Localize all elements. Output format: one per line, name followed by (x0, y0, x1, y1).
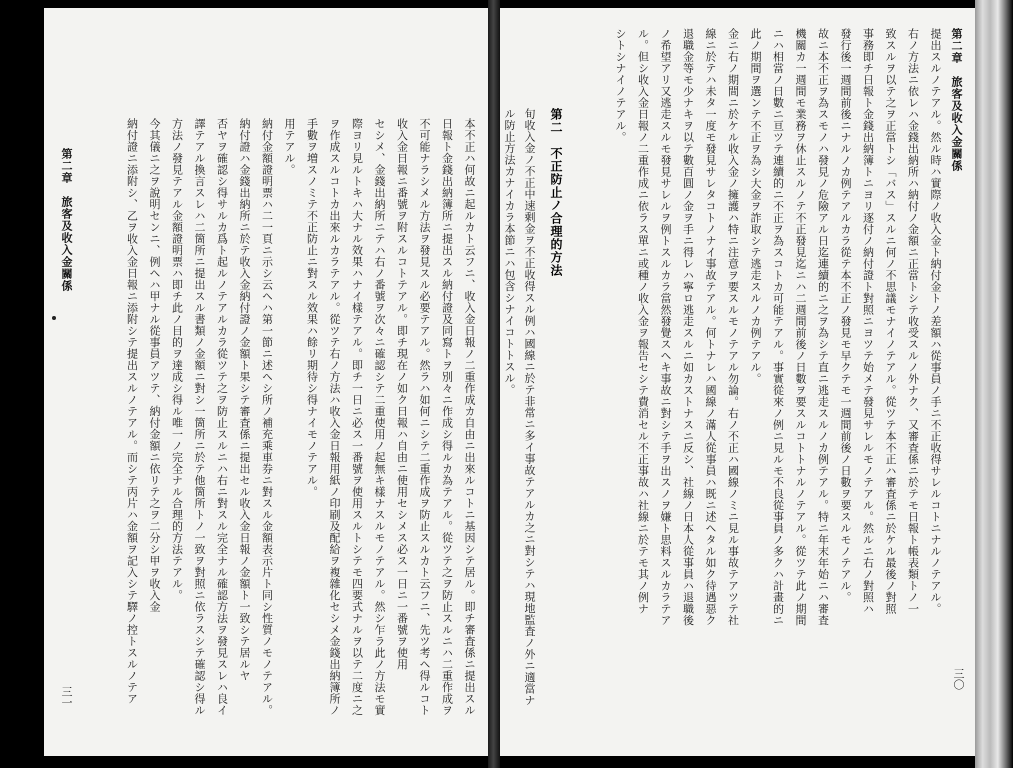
text-column: 故ニ本不正ヲ為スモノハ發見ノ危險アル日迄連續的ニ之ヲ為シテ直ニ逃走スルノカ例テアル。特ニ年末年始ニハ審査 (816, 28, 830, 626)
text-column: 際ヨリ見ルトキハ大ナル效果ハナイ樣テアル。即チ一日ニ必ス一番號ヲ使用スルトシテモ四要式ナルヲ以テ二度ニ之 (350, 118, 364, 716)
text-column: セシメ、金錢出納所ニテハ右ノ番號ヲ次々ニ確認シテ二重使用ノ起無キ樣ナスルモノテアル。然シ乍ラ此ノ方法モ實 (373, 118, 386, 716)
text-column: 致スルヲ以テ之ヲ正當トシ「バス」スルニ何ノ不思議モナイノテアル。從ツテ本不正ハ審査係ニ於ケル最後ノ對照 (884, 28, 897, 615)
running-header: 第二章 旅客及收入金關係 (60, 148, 73, 292)
text-column: 方法ノ發見テアル金額證明票ハ即チ此ノ目的ヲ達成シ得ル唯一ノ完全ナル合理的方法テアル。 (170, 118, 184, 601)
text-column: 日報ト金錢出納簿所ニ提出スル納付證及同寫トヲ別々ニ作成シ得ルカ為テアル。從ツテ之ヲ防止スルニハ二重作成ヲ (440, 118, 454, 716)
text-column: 此ノ期間ヲ選ンテ不正ヲ為シ大金ヲ詐取シテ逃走スルノカ例テアル。 (749, 28, 762, 385)
text-column: 發行後一週間前後ニナルノカ例テアルカラ從テ本不正ノ發見モ早クテモ一週間前後ノ日數ヲ要スルモノテアル。 (839, 28, 852, 603)
right-page (500, 8, 975, 756)
ink-dot (52, 316, 56, 320)
page-edges (975, 0, 1013, 768)
text-column: ノ希望アリ又逃走スルモ發見サレルヲ例トスルカラ當然發覺スヘキ事故ニ對シテ手ヲ出スノヲ嫌ト思料スルカラテア (659, 28, 672, 626)
text-column: 不可能ナラシメル方法ヲ發見スル必要テアル。然ラハ如何ニシテ二重作成ヲ防止スルカト云フニ、先ツ考ヘ得ルコト (418, 118, 431, 716)
text-column: 納付證ニ添附シ、乙ヲ收入金日報ニ添附シテ提出スルノテアル。而シテ丙片ハ金額ヲ記入シテ驛ノ控トスルノテア (125, 118, 139, 705)
text-column: 機關カ一週間モ業務ヲ休止スルノテ不正發見迄ニハ二週間前後ノ日數ヲ要スルコトトナルノテアル。從ツテ此ノ期間 (794, 28, 807, 626)
text-column: 事務即チ日報ト金錢出納簿トニヨリ逐付ノ納付證ト對照ニヨツテ始メテ發見サレルモノテアル。然ルニ右ノ對照ハ (861, 28, 875, 615)
text-column: 線ニ於テハ未タ一度モ發見サレタコトノナイ事故テアル。何トナレハ國線ノ滿人從事員ハ既ニ述ヘタル如ク待遇惡ク (704, 28, 717, 626)
text-column: ヲ作成スルコトカ出來ルカラテアル。從ツテ右ノ方法ハ收入金日報用紙ノ印刷及配給ヲ複雜化セシメ金錢出納簿所ノ (328, 118, 341, 716)
page-number: 三〇 (952, 668, 965, 690)
text-column: ル防止方法カナイカラ本節ニハ包含シナイコトトスル。 (503, 108, 516, 396)
text-column: 譯テアル換言スレハ二箇所ニ提出スル書類ノ金額ニ對シ一箇所ニ於テ他箇所トノ一致ヲ對照ニ依ラスシテ確認シ得ル (193, 118, 206, 716)
left-page (44, 8, 488, 756)
text-column: 收入金日報ニ番號ヲ附スルコトテアル。即チ現在ノ如ク日報ハ自由ニ使用セシメス必ス一日ニ一番號ヲ使用 (395, 118, 409, 670)
page-number: 三一 (60, 686, 73, 708)
text-column: ル。但シ收入金日報ノ二重作成ニ依ラス單ニ或種ノ收入金ヲ報告セシテ費消セル不正事故ハ社線ニ於テモ其ノ例ナ (636, 28, 650, 615)
text-column: 用テアル。 (283, 118, 296, 176)
text-column: 旬收入金ノ不正中速剩金ヲ不正收得スル例ハ國線ニ於テ非常ニ多イ事故テアルカ之ニ對シテハ現地監査ノ外ニ適當ナ (523, 108, 536, 706)
text-column: 退職金等モ少ナキヲ以テ數百圓ノ金ヲ手ニ得レハ寧ロ逃走スルニ如カストナスニ反シ、社線ノ日本人從事員ハ退職後 (681, 28, 695, 626)
text-column: 納付證ハ金錢出納所ニ於テ收入金納付證ノ金額ト果シテ審査係ニ提出セル收入金日報ノ金額ト一致シテ居ルヤ (238, 118, 251, 682)
text-column: 納付金額證明票ハ二一頁ニ示シ云ヘハ第一節ニ述ヘシ所ノ補充乘車券ニ對スル金額表示片ト同シ性質ノモノテアル。 (260, 118, 274, 716)
running-header: 第二章 旅客及收入金關係 (950, 28, 963, 172)
section-heading: 第二 不正防止ノ合理的方法 (549, 108, 563, 277)
text-column: 今其儀ニ之ヲ說明センニ、例ヘハ甲ナル從事員アツテ、納付金額ニ依リテ之ヲ二分シ甲ヲ收入金 (148, 118, 161, 613)
text-column: 否ヤヲ確認シ得サルカ爲ト起ルノテアルカラ從ツテ之ヲ防止スルニハ右ニ對スル完全ナル確認方法ヲ發見スレハ良イ (215, 118, 229, 716)
text-column: 金ニ右ノ期間ニ於ケル收入金ノ擁護ハ特ニ注意ヲ要スルモノテアル勿論。右ノ不正ハ國線ノミニ見ル事故テアツテ社 (726, 28, 740, 626)
text-column: 提出スルノテアル。然ル時ハ實際ノ收入金ト納付金トノ差額ハ從事員ノ手ニ不正收得サレルコトニナルノテアル。 (929, 28, 942, 615)
text-column: ニハ相當ノ日數ニ亘ツテ連續的ニ不正ヲ為スコトカ可能テアル。事實從來ノ例ニ見ルモ不良從事員ノ多クハ計畫的ニ (771, 28, 785, 626)
text-column: 本不正ハ何故ニ起ルカト云フニ、收入金日報ノ二重作成カ自由ニ出來ルコトニ基因シテ居ル。即チ審査係ニ提出スル (463, 118, 476, 716)
book-spine (488, 0, 500, 768)
text-column: 手數ヲ増スノミテ不正防止ニ對スル效果ハ餘リ期待シ得ナイモノテアル。 (305, 118, 319, 498)
text-column: 右ノ方法ニ依レハ金錢出納所ハ納付ノ金額ニ正當トシテ收受スルノ外ナク、又審査係ニ於テモ日報ト帳表類トノ一 (906, 28, 920, 615)
text-column: シトシナイノテアル。 (614, 28, 627, 143)
